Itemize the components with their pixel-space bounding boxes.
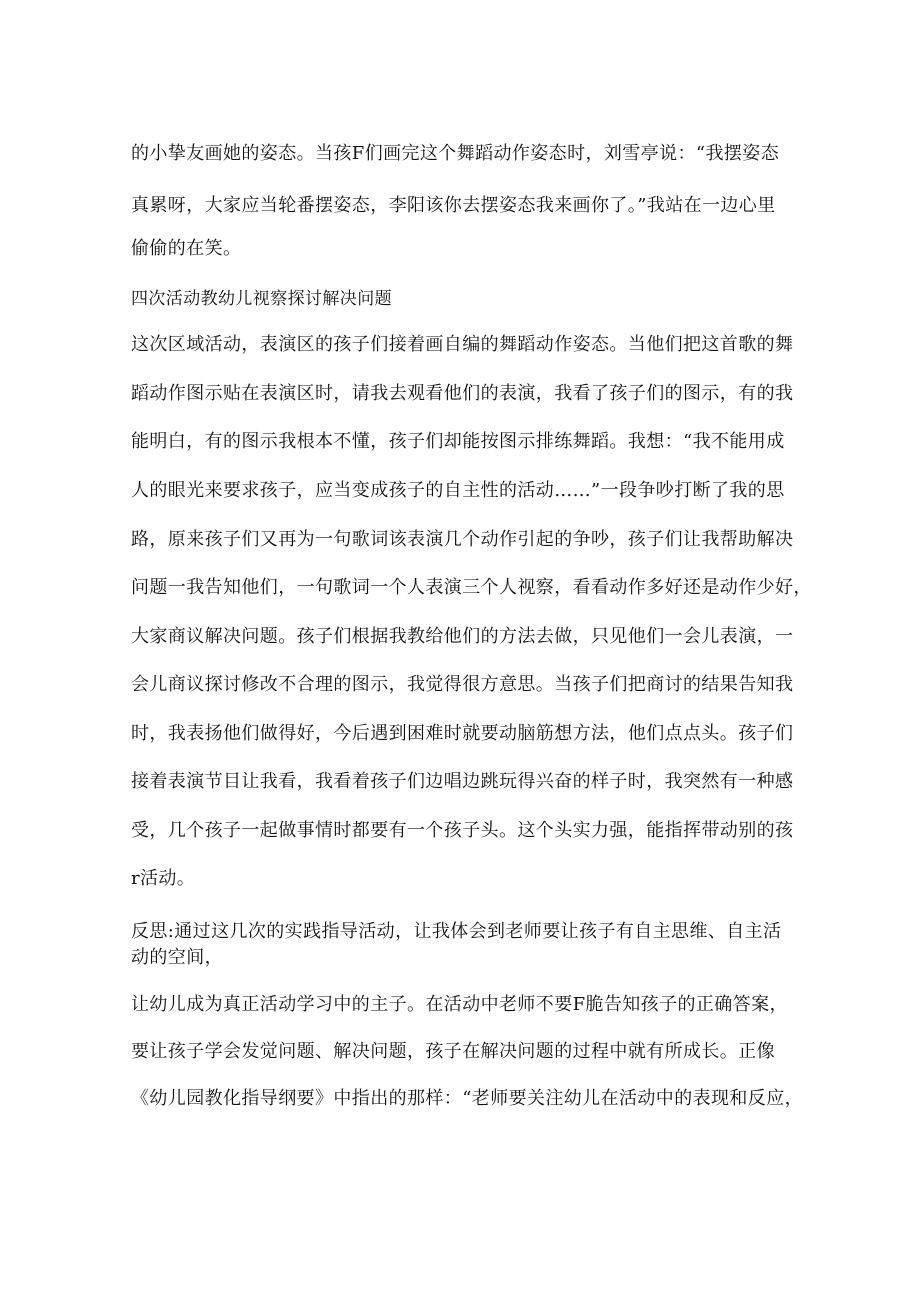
text-line: 路，原来孩子们又再为一句歌词该表演几个动作引起的争吵，孩子们让我帮助解决 — [131, 529, 794, 550]
section-heading: 四次活动教幼儿视察探讨解决问题 — [131, 289, 392, 309]
text-line: 《幼儿园教化指导纲要》中指出的那样：“老师要关注幼儿在活动中的表现和反应， — [131, 1088, 803, 1109]
text-line: 偷偷的在笑。 — [131, 238, 242, 259]
text-line: 受，几个孩子一起做事情时都要有一个孩子头。这个头实力强，能指挥带动别的孩 — [131, 820, 794, 841]
text-line: 真累呀，大家应当轮番摆姿态，李阳该你去摆姿态我来画你了。”我站在一边心里 — [131, 195, 776, 216]
text-line: 让幼儿成为真正活动学习中的主子。在活动中老师不要F脆告知孩子的正确答案， — [131, 994, 788, 1015]
text-line: r活动。 — [131, 868, 196, 889]
text-line: 问题一我告知他们，一句歌词一个人表演三个人视察，看看动作多好还是动作少好， — [131, 577, 812, 598]
text-line: 蹈动作图示贴在表演区时，请我去观看他们的表演，我看了孩子们的图示，有的我 — [131, 383, 794, 404]
text-line: 人的眼光来要求孩子，应当变成孩子的自主性的活动……”一段争吵打断了我的思 — [131, 480, 785, 501]
text-line: 大家商议解决问题。孩子们根据我教给他们的方法去做，只见他们一会儿表演，一 — [131, 626, 794, 647]
text-line: 这次区域活动，表演区的孩子们接着画自编的舞蹈动作姿态。当他们把这首歌的舞 — [131, 334, 794, 355]
text-line: 动的空间， — [131, 947, 223, 968]
text-line: 反思:通过这几次的实践指导活动，让我体会到老师要让孩子有自主思维、自主活 — [131, 921, 782, 942]
text-line: 的小挚友画她的姿态。当孩F们画完这个舞蹈动作姿态时，刘雪亭说：“我摆姿态 — [131, 143, 780, 164]
text-line: 会儿商议探讨修改不合理的图示，我觉得很方意思。当孩子们把商讨的结果告知我 — [131, 674, 794, 695]
text-line: 能明白，有的图示我根本不懂，孩子们却能按图示排练舞蹈。我想：“我不能用成 — [131, 431, 785, 452]
text-line: 接着表演节目让我看，我看着孩子们边唱边跳玩得兴奋的样子时，我突然有一种感 — [131, 771, 794, 792]
text-line: 时，我表扬他们做得好，今后遇到困难时就要动脑筋想方法，他们点点头。孩子们 — [131, 723, 794, 744]
text-line: 要让孩子学会发觉问题、解决问题，孩子在解决问题的过程中就有所成长。正像 — [131, 1041, 775, 1062]
